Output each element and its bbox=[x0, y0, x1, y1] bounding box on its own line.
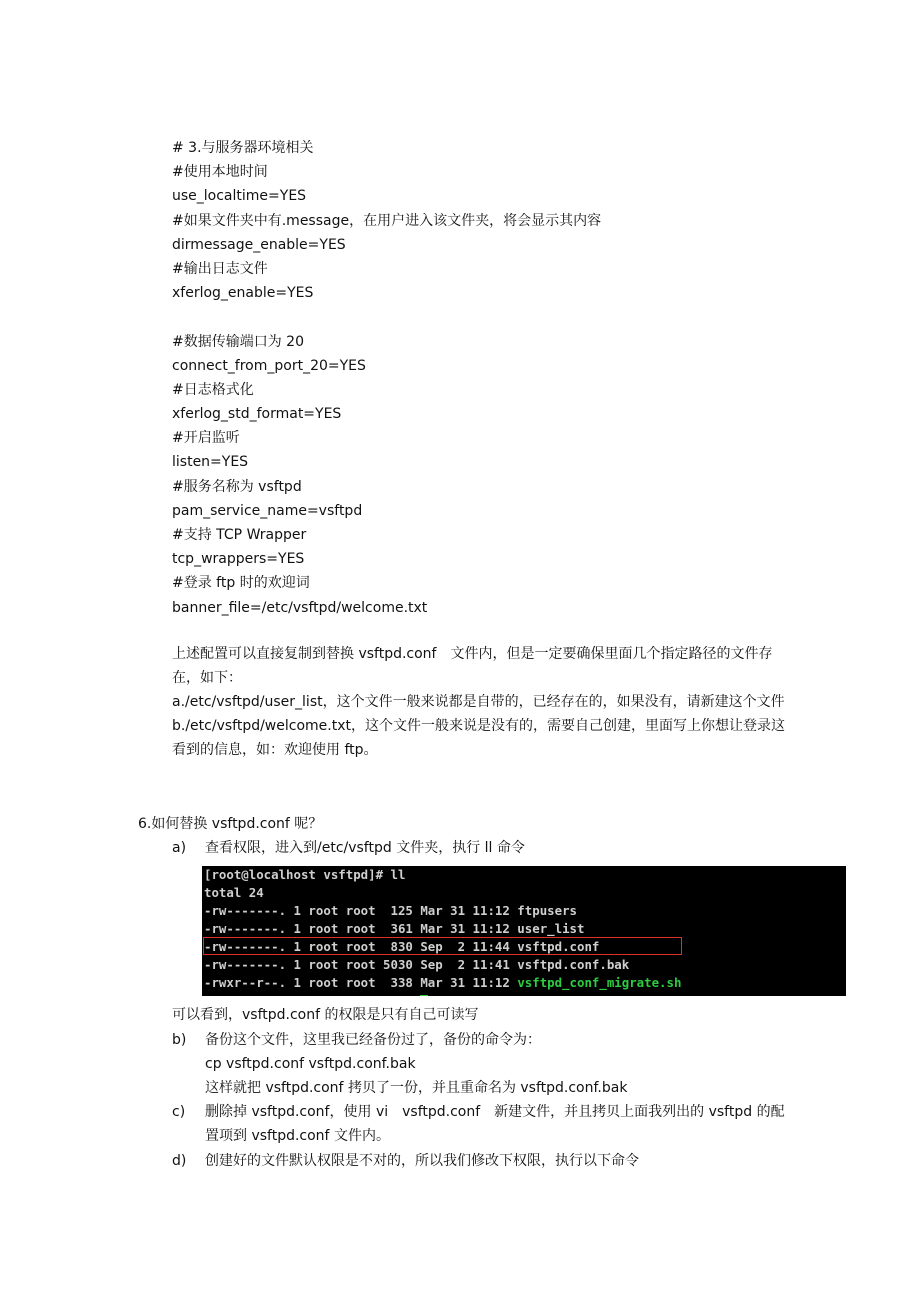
config-line: listen=YES bbox=[172, 454, 249, 471]
highlight-box bbox=[203, 937, 682, 955]
step-d-text: 创建好的文件默认权限是不对的，所以我们修改下权限，执行以下命令 bbox=[205, 1153, 639, 1169]
config-line: #开启监听 bbox=[172, 430, 240, 447]
terminal-row: -rw-------. 1 root root 125 Mar 31 11:12 ftpusers bbox=[204, 903, 577, 918]
step-c-marker: c) bbox=[172, 1104, 186, 1120]
config-line: #登录 ftp 时的欢迎词 bbox=[172, 575, 310, 592]
config-line: #使用本地时间 bbox=[172, 164, 268, 181]
note-item-b: b./etc/vsftpd/welcome.txt，这个文件一般来说是没有的，需要自己创建，里面写上你想让登录这看到的信息，如：欢迎使用 ftp。 bbox=[172, 718, 785, 758]
step-b-result: 这样就把 vsftpd.conf 拷贝了一份，并且重命名为 vsftpd.conf.bak bbox=[205, 1080, 628, 1096]
terminal-cursor-line bbox=[204, 990, 428, 996]
config-line: xferlog_enable=YES bbox=[172, 285, 314, 302]
terminal-row: -rw-------. 1 root root 361 Mar 31 11:12 user_list bbox=[204, 921, 585, 936]
step-c-text: 删除掉 vsftpd.conf，使用 vi vsftpd.conf 新建文件，并且拷贝上面我列出的 vsftpd 的配置项到 vsftpd.conf 文件内。 bbox=[205, 1104, 785, 1144]
step-b-text: 备份这个文件，这里我已经备份过了，备份的命令为： bbox=[205, 1032, 541, 1048]
config-blank-line bbox=[172, 305, 601, 329]
config-line: xferlog_std_format=YES bbox=[172, 406, 342, 423]
config-line: # 3.与服务器环境相关 bbox=[172, 140, 314, 156]
step-b-marker: b) bbox=[172, 1032, 187, 1048]
step-d bbox=[0, 1149, 920, 1173]
note-item-a: a./etc/vsftpd/user_list，这个文件一般来说都是自带的，已经存在的，如果没有，请新建这个文件 bbox=[172, 694, 785, 710]
config-line: #如果文件夹中有.message，在用户进入该文件夹，将会显示其内容 bbox=[172, 212, 602, 229]
note-intro: 上述配置可以直接复制到替换 vsftpd.conf 文件内，但是一定要确保里面几个指定路径的文件存在，如下： bbox=[172, 646, 773, 686]
config-note bbox=[172, 642, 787, 762]
step-d-marker: d) bbox=[172, 1153, 187, 1169]
exec-row-prefix: -rwxr--r--. 1 root root 338 Mar 31 11:12 bbox=[204, 975, 518, 990]
config-line: #数据传输端口为 20 bbox=[172, 333, 304, 350]
step-b-command: cp vsftpd.conf vsftpd.conf.bak bbox=[205, 1056, 416, 1072]
config-line: #输出日志文件 bbox=[172, 260, 268, 277]
config-line: connect_from_port_20=YES bbox=[172, 357, 366, 374]
config-line: banner_file=/etc/vsftpd/welcome.txt bbox=[172, 599, 428, 616]
config-line: #支持 TCP Wrapper bbox=[172, 527, 307, 543]
config-line: #日志格式化 bbox=[172, 381, 254, 398]
section-6-title: 6.如何替换 vsftpd.conf 呢？ bbox=[138, 816, 323, 832]
terminal-row-highlighted: -rw-------. 1 root root 830 Sep 2 11:44 vsftpd.conf bbox=[204, 939, 600, 954]
terminal-total: total 24 bbox=[204, 885, 264, 900]
config-line: pam_service_name=vsftpd bbox=[172, 502, 363, 519]
config-line: dirmessage_enable=YES bbox=[172, 236, 346, 253]
terminal-caption: 可以看到，vsftpd.conf 的权限是只有自己可读写 bbox=[172, 1007, 479, 1023]
config-line: tcp_wrappers=YES bbox=[172, 551, 305, 568]
terminal-row: -rw-------. 1 root root 5030 Sep 2 11:41 vsftpd.conf.bak bbox=[204, 957, 630, 972]
config-line: #服务名称为 vsftpd bbox=[172, 478, 302, 495]
step-c bbox=[0, 1100, 920, 1148]
exec-file-name: vsftpd_conf_migrate.sh bbox=[517, 975, 682, 990]
terminal-prompt: [root@localhost vsftpd]# ll bbox=[204, 867, 406, 882]
terminal-screenshot bbox=[202, 866, 846, 996]
step-a-marker: a) bbox=[172, 840, 187, 856]
step-a bbox=[0, 836, 920, 860]
cursor-icon bbox=[420, 995, 428, 997]
config-line: use_localtime=YES bbox=[172, 188, 307, 205]
step-b bbox=[0, 1028, 920, 1100]
step-a-text: 查看权限，进入到/etc/vsftpd 文件夹，执行 ll 命令 bbox=[205, 840, 525, 856]
config-block bbox=[172, 136, 601, 620]
